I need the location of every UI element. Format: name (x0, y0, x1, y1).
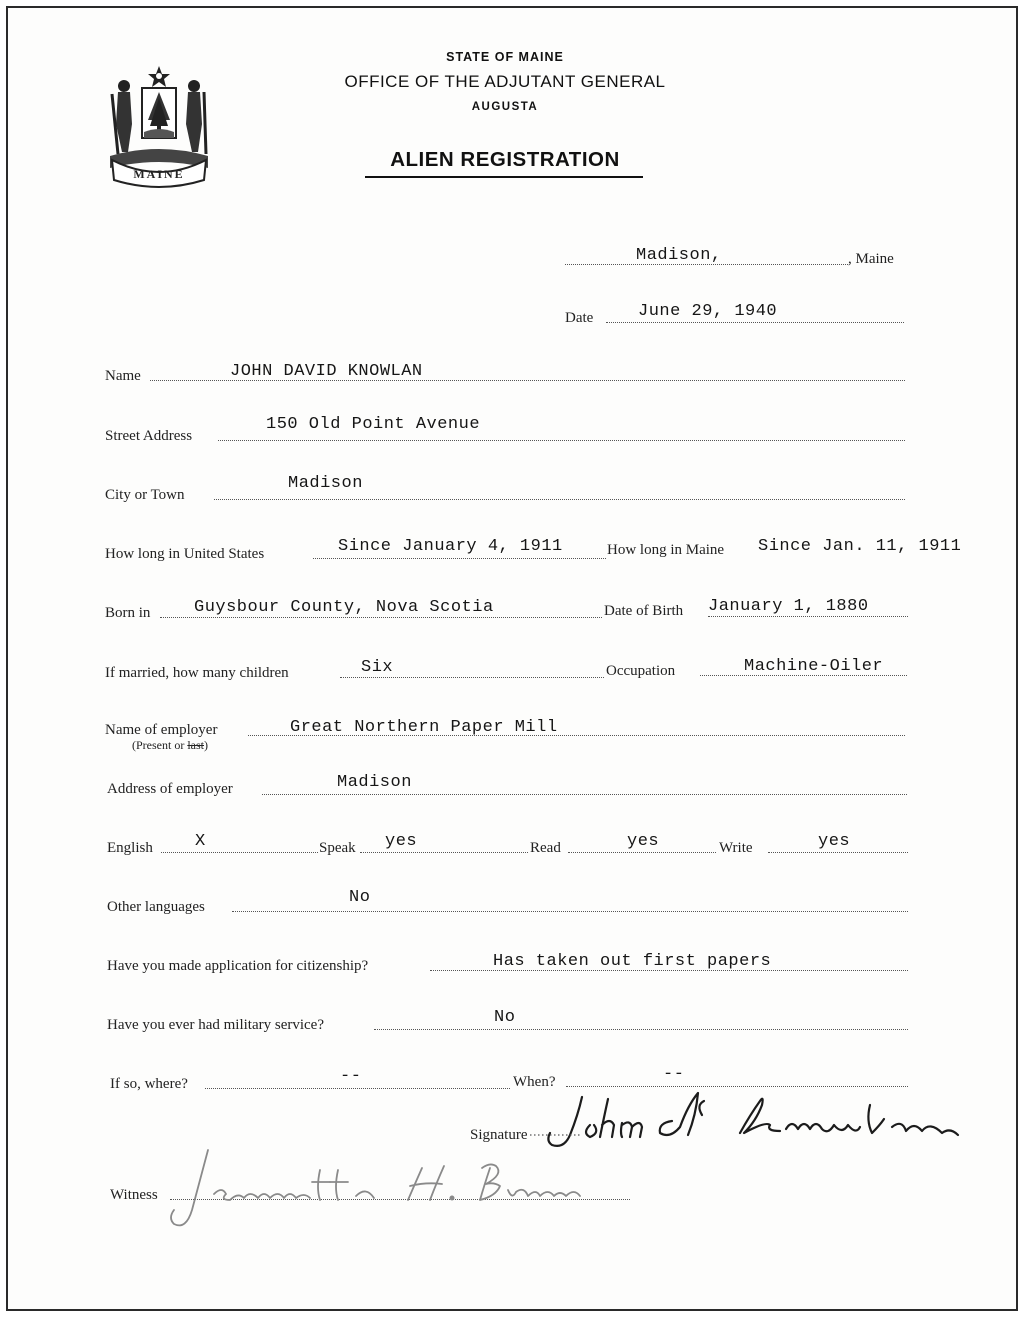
where-line (205, 1088, 510, 1089)
speak-label: Speak (319, 840, 356, 856)
witness-label: Witness (110, 1187, 158, 1203)
occupation-label: Occupation (606, 663, 676, 679)
employer-address-value: Madison (337, 773, 412, 792)
signature-label: Signature (470, 1127, 528, 1143)
other-languages-value: No (349, 888, 371, 907)
when-label: When? (513, 1074, 556, 1090)
employer-note: (Present or last) (132, 738, 208, 752)
born-label: Born in (105, 605, 151, 621)
occupation-value: Machine-Oiler (744, 657, 884, 676)
place-suffix: , Maine (848, 251, 894, 267)
children-label: If married, how many children (105, 665, 289, 681)
state-heading: STATE OF MAINE (446, 50, 564, 64)
title-underline (365, 176, 643, 178)
city-heading: AUGUSTA (471, 101, 539, 113)
read-label: Read (530, 840, 561, 856)
military-value: No (494, 1008, 516, 1027)
where-value: -- (340, 1067, 362, 1086)
us-since-line (313, 558, 606, 559)
born-value: Guysbour County, Nova Scotia (194, 598, 494, 617)
employer-address-line (262, 794, 907, 795)
speak-line (360, 852, 528, 853)
born-line (160, 617, 602, 618)
english-value: X (195, 832, 206, 851)
svg-text:MAINE: MAINE (133, 167, 185, 181)
maine-since-value: Since Jan. 11, 1911 (758, 537, 962, 556)
city-label: City or Town (105, 487, 185, 503)
name-label: Name (105, 368, 141, 384)
dob-label: Date of Birth (604, 603, 684, 619)
state-seal-icon (104, 64, 214, 192)
date-label: Date (565, 310, 594, 326)
children-line (340, 677, 604, 678)
other-languages-label: Other languages (107, 899, 205, 915)
employer-address-label: Address of employer (107, 781, 233, 797)
office-heading: OFFICE OF THE ADJUTANT GENERAL (344, 72, 666, 91)
form-title: ALIEN REGISTRATION (390, 148, 620, 171)
street-value: 150 Old Point Avenue (266, 415, 481, 434)
english-line (161, 852, 318, 853)
military-label: Have you ever had military service? (107, 1017, 324, 1033)
children-value: Six (361, 658, 394, 677)
us-since-label: How long in United States (105, 546, 265, 562)
write-line (768, 852, 908, 853)
date-value: June 29, 1940 (638, 302, 778, 321)
citizenship-label: Have you made application for citizenship? (107, 958, 369, 974)
street-label: Street Address (105, 428, 193, 444)
city-line (214, 499, 905, 500)
speak-value: yes (385, 832, 418, 851)
military-line (374, 1029, 908, 1030)
when-value: -- (663, 1065, 685, 1084)
read-value: yes (627, 832, 660, 851)
street-line (218, 440, 905, 441)
city-value: Madison (288, 474, 363, 493)
citizenship-value: Has taken out first papers (493, 952, 772, 971)
date-line (606, 322, 904, 323)
employer-value: Great Northern Paper Mill (290, 718, 558, 737)
maine-since-label: How long in Maine (607, 542, 725, 558)
name-value: JOHN DAVID KNOWLAN (230, 362, 423, 381)
where-label: If so, where? (110, 1076, 188, 1092)
other-languages-line (232, 911, 908, 912)
witness-handwriting (160, 1140, 630, 1235)
place-value: Madison, (636, 246, 722, 265)
read-line (568, 852, 716, 853)
dob-line (708, 616, 908, 617)
employer-label: Name of employer (105, 722, 218, 738)
us-since-value: Since January 4, 1911 (338, 537, 563, 556)
write-value: yes (818, 832, 851, 851)
dob-value: January 1, 1880 (708, 597, 869, 616)
english-label: English (107, 840, 153, 856)
write-label: Write (719, 840, 753, 856)
